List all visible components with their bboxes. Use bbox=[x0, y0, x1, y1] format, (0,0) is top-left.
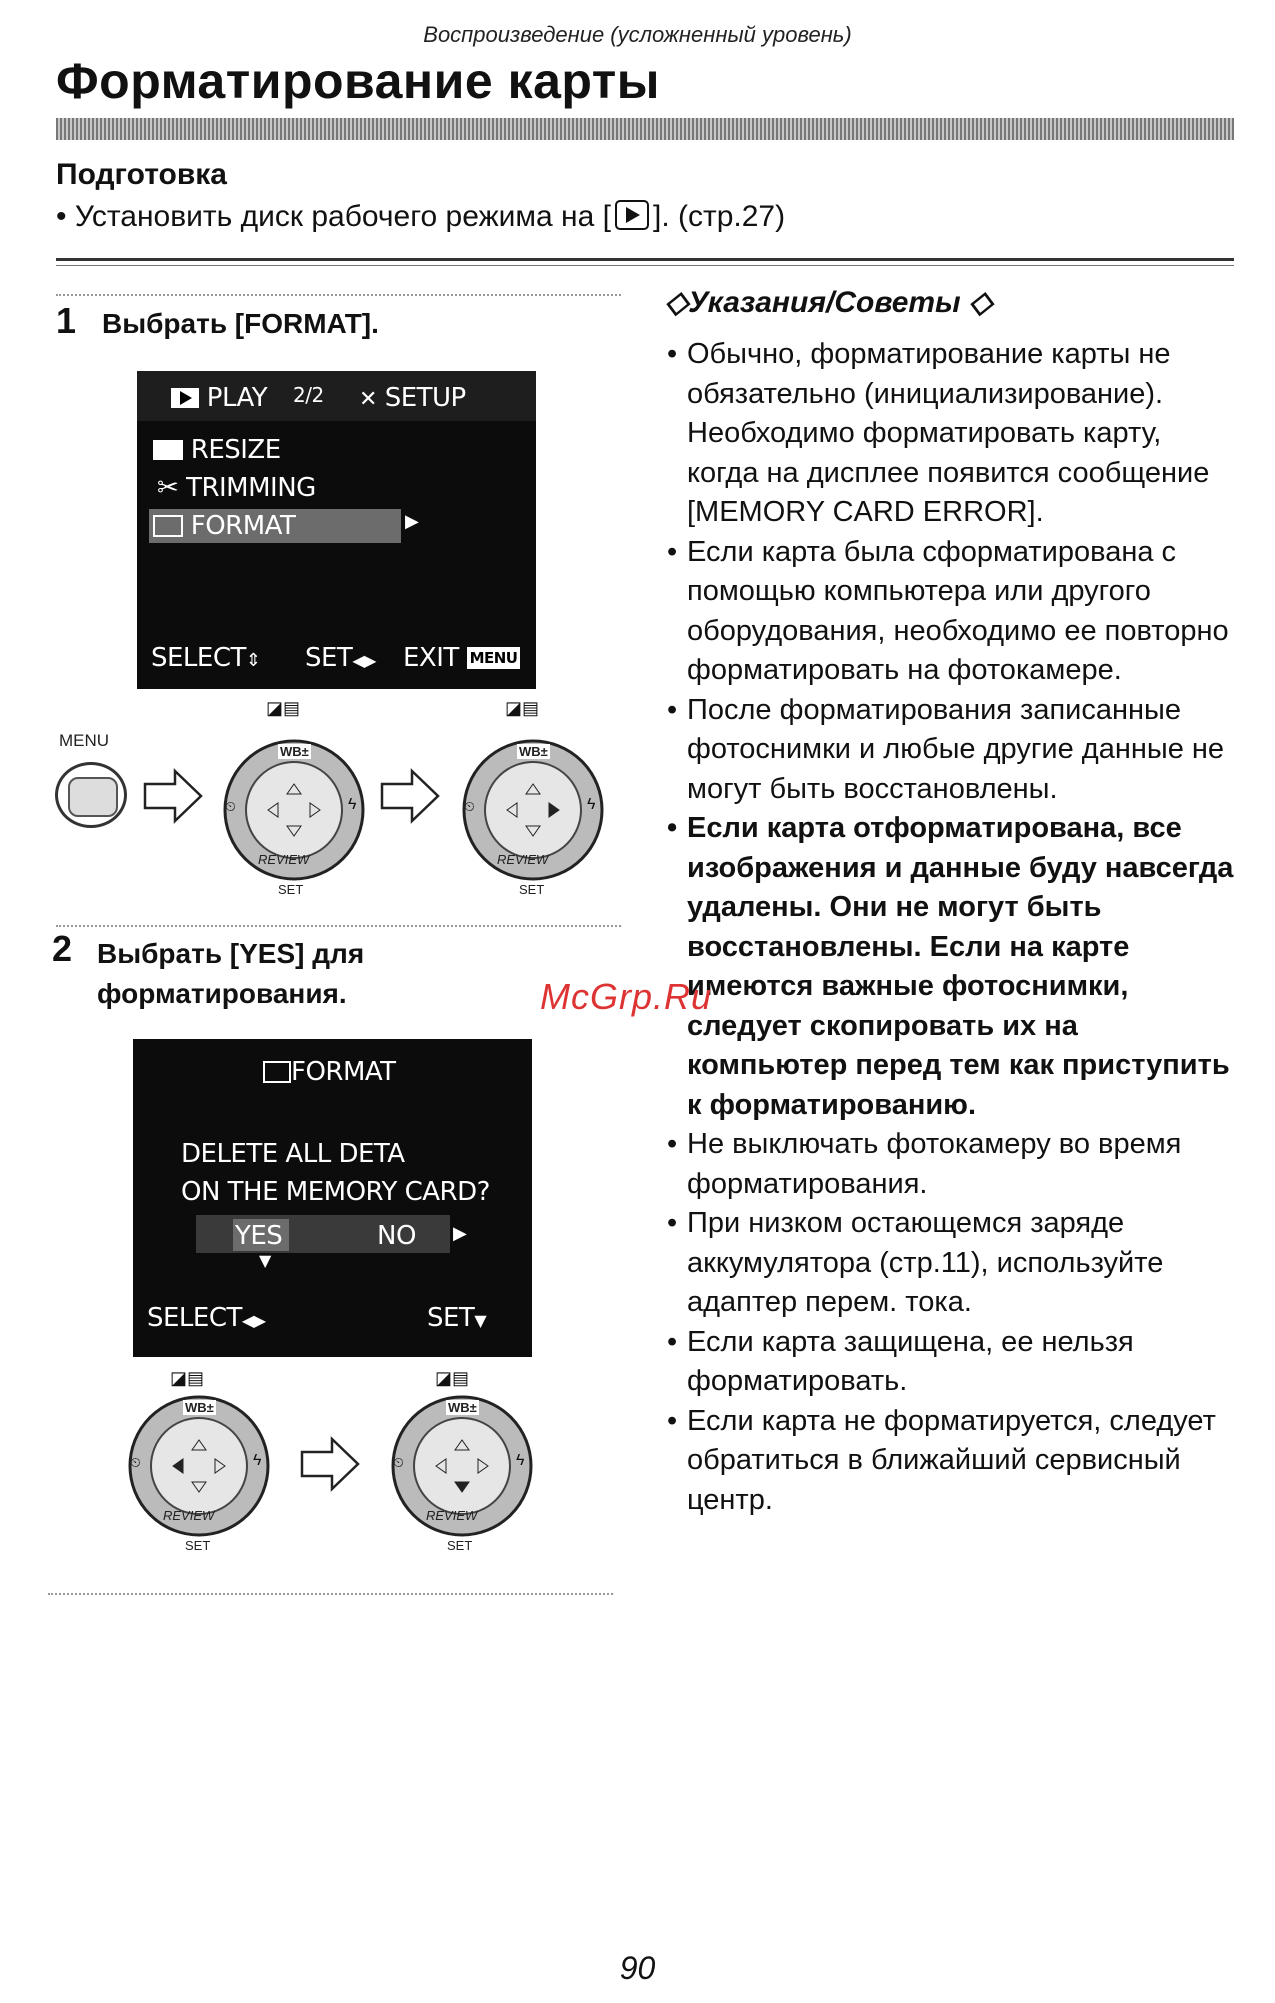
cursor-dial-4 bbox=[390, 1394, 534, 1538]
menu-button-label: MENU bbox=[59, 731, 110, 750]
left-right-arrow-icon-2: ◀▶ bbox=[241, 1311, 266, 1330]
section-divider bbox=[56, 258, 1234, 261]
lcd-select-label-2: SELECT bbox=[147, 1303, 242, 1333]
section-divider-thin bbox=[56, 265, 1234, 266]
down-arrow-icon: ▼ bbox=[474, 1311, 487, 1330]
exposure-burst-icons-2: ◪▤ bbox=[505, 698, 540, 718]
preparation-text-after: ]. (стр.27) bbox=[652, 200, 786, 233]
lcd-no-option: NO bbox=[377, 1221, 416, 1251]
lcd-set-label-2: SET bbox=[427, 1303, 475, 1333]
lcd-set-hint-2 bbox=[427, 1303, 486, 1333]
flash-icon-2: ϟ bbox=[587, 796, 596, 813]
step2-text-line1: Выбрать [YES] для bbox=[97, 938, 365, 969]
flash-icon-4: ϟ bbox=[516, 1452, 525, 1469]
lcd-item-resize bbox=[153, 435, 281, 465]
arrow-right-icon-3 bbox=[300, 1436, 362, 1492]
menu-button-face bbox=[68, 777, 118, 817]
dial-top-label-2: WB± bbox=[519, 744, 548, 759]
self-timer-icon-4: ⏲ bbox=[393, 1454, 404, 1470]
lcd-item-trimming-label: TRIMMING bbox=[186, 473, 316, 503]
cursor-dial-3 bbox=[127, 1394, 271, 1538]
section-header: Воспроизведение (усложненный уровень) bbox=[423, 22, 852, 47]
lcd-play-label: PLAY bbox=[206, 383, 268, 413]
lcd-exit-label: EXIT bbox=[403, 643, 459, 673]
lcd-format-title bbox=[263, 1057, 396, 1087]
tip-item: • Если карта не форматируется, следует обратиться в ближайший сервисный центр. bbox=[665, 1402, 1240, 1521]
tip-item: • Если карта защищена, ее нельзя форматировать. bbox=[665, 1323, 1240, 1402]
step-divider-2 bbox=[56, 925, 621, 927]
preparation-text-before: • Установить диск рабочего режима на [ bbox=[56, 200, 611, 233]
step1-text: Выбрать [FORMAT]. bbox=[102, 308, 379, 339]
lcd-message-line1: DELETE ALL DETA bbox=[181, 1139, 405, 1169]
dial-bottom-label: REVIEW bbox=[258, 852, 310, 867]
title-rule bbox=[56, 118, 1234, 140]
set-label-1: SET bbox=[278, 882, 304, 897]
step-divider-3 bbox=[48, 1593, 613, 1595]
dial-top-label: WB± bbox=[280, 744, 309, 759]
format-card-icon bbox=[153, 515, 183, 537]
exposure-burst-icons-4: ◪▤ bbox=[435, 1368, 470, 1388]
step2-text-line2: форматирования. bbox=[97, 978, 347, 1009]
flash-icon-3: ϟ bbox=[253, 1452, 262, 1469]
step1-number: 1 bbox=[56, 300, 77, 341]
left-right-arrow-icon: ◀▶ bbox=[352, 651, 376, 670]
lcd-item-format-label: FORMAT bbox=[190, 511, 296, 541]
setup-wrench-icon: ✕ bbox=[359, 387, 377, 412]
lcd-set-hint bbox=[305, 643, 376, 673]
up-down-arrow-icon: ⇕ bbox=[245, 650, 261, 671]
tip-item: • При низком остающемся заряде аккумулятора (стр.11), используйте адаптер перем. тока. bbox=[665, 1204, 1240, 1323]
exposure-burst-icons-3: ◪▤ bbox=[170, 1368, 205, 1388]
play-tab-icon bbox=[171, 388, 199, 408]
down-indicator-icon: ▼ bbox=[259, 1251, 271, 1270]
tips-list bbox=[665, 335, 1240, 1520]
self-timer-icon-3: ⏲ bbox=[130, 1454, 141, 1470]
exposure-burst-icons: ◪▤ bbox=[266, 698, 301, 718]
step-divider bbox=[56, 294, 621, 296]
set-label-3: SET bbox=[185, 1538, 211, 1553]
resize-icon bbox=[153, 440, 183, 460]
self-timer-icon-2: ⏲ bbox=[464, 798, 475, 814]
tip-item: • После форматирования записанные фотоснимки и любые другие данные не могут быть восстановлены. bbox=[665, 691, 1240, 810]
format-arrow-icon: ▶ bbox=[405, 511, 419, 532]
tip-item: • Не выключать фотокамеру во время форматирования. bbox=[665, 1125, 1240, 1204]
lcd-item-format bbox=[153, 511, 295, 541]
page-title: Форматирование карты bbox=[56, 53, 660, 109]
lcd-select-hint bbox=[151, 643, 260, 673]
preparation-text bbox=[56, 200, 785, 234]
self-timer-icon: ⏲ bbox=[225, 798, 236, 814]
lcd-setup-tab bbox=[359, 383, 466, 413]
menu-badge: MENU bbox=[467, 647, 521, 669]
tip-item: • Обычно, форматирование карты не обязательно (инициализирование). Необходимо форматировать карту, когда на дисплее появится сообщение [MEMORY CARD ERROR]. bbox=[665, 335, 1240, 533]
step1-lcd-screen bbox=[137, 371, 536, 689]
lcd-setup-label: SETUP bbox=[384, 383, 466, 413]
lcd-yes-option: YES bbox=[235, 1221, 283, 1251]
lcd-exit-hint bbox=[403, 643, 520, 673]
dial-top-label-3: WB± bbox=[185, 1400, 214, 1415]
cursor-dial-1 bbox=[222, 738, 366, 882]
format-card-icon-2 bbox=[263, 1061, 291, 1083]
dial-bottom-label-3: REVIEW bbox=[163, 1508, 215, 1523]
dial-bottom-label-4: REVIEW bbox=[426, 1508, 478, 1523]
lcd-item-trimming bbox=[157, 473, 316, 503]
lcd-format-title-label: FORMAT bbox=[291, 1057, 396, 1087]
lcd-message-line2: ON THE MEMORY CARD? bbox=[181, 1177, 490, 1207]
flash-icon: ϟ bbox=[348, 796, 357, 813]
tips-heading: ◇Указания/Советы ◇ bbox=[665, 286, 993, 319]
step2-number: 2 bbox=[52, 928, 73, 969]
dial-top-label-4: WB± bbox=[448, 1400, 477, 1415]
arrow-right-icon-2 bbox=[380, 768, 442, 824]
preparation-heading: Подготовка bbox=[56, 158, 227, 191]
lcd-select-label: SELECT bbox=[151, 643, 246, 673]
play-mode-icon bbox=[615, 200, 649, 230]
choice-arrow-icon: ▶ bbox=[453, 1223, 467, 1244]
menu-button bbox=[55, 762, 127, 828]
lcd-page-indicator: 2/2 bbox=[293, 383, 324, 407]
lcd-item-resize-label: RESIZE bbox=[190, 435, 281, 465]
cursor-dial-2 bbox=[461, 738, 605, 882]
trimming-scissors-icon: ✂ bbox=[157, 473, 179, 503]
lcd-select-hint-2 bbox=[147, 1303, 266, 1333]
watermark: McGrp.Ru bbox=[540, 976, 713, 1017]
tip-item: • Если карта была сформатирована с помощью компьютера или другого оборудования, необходимо ее повторно форматировать на фотокамере. bbox=[665, 533, 1240, 691]
lcd-set-label: SET bbox=[305, 643, 353, 673]
lcd-play-tab bbox=[171, 383, 267, 413]
arrow-right-icon bbox=[143, 768, 205, 824]
page-number: 90 bbox=[619, 1950, 656, 1986]
set-label-2: SET bbox=[519, 882, 545, 897]
step2-lcd-screen bbox=[133, 1039, 532, 1357]
dial-bottom-label-2: REVIEW bbox=[497, 852, 549, 867]
set-label-4: SET bbox=[447, 1538, 473, 1553]
tip-item-warning: • Если карта отформатирована, все изображения и данные буду навсегда удалены. Они не могут быть восстановлены. Если на карте имеются важные фотоснимки, следует скопировать их на компьютер перед тем как приступить к форматированию. bbox=[665, 809, 1240, 1125]
